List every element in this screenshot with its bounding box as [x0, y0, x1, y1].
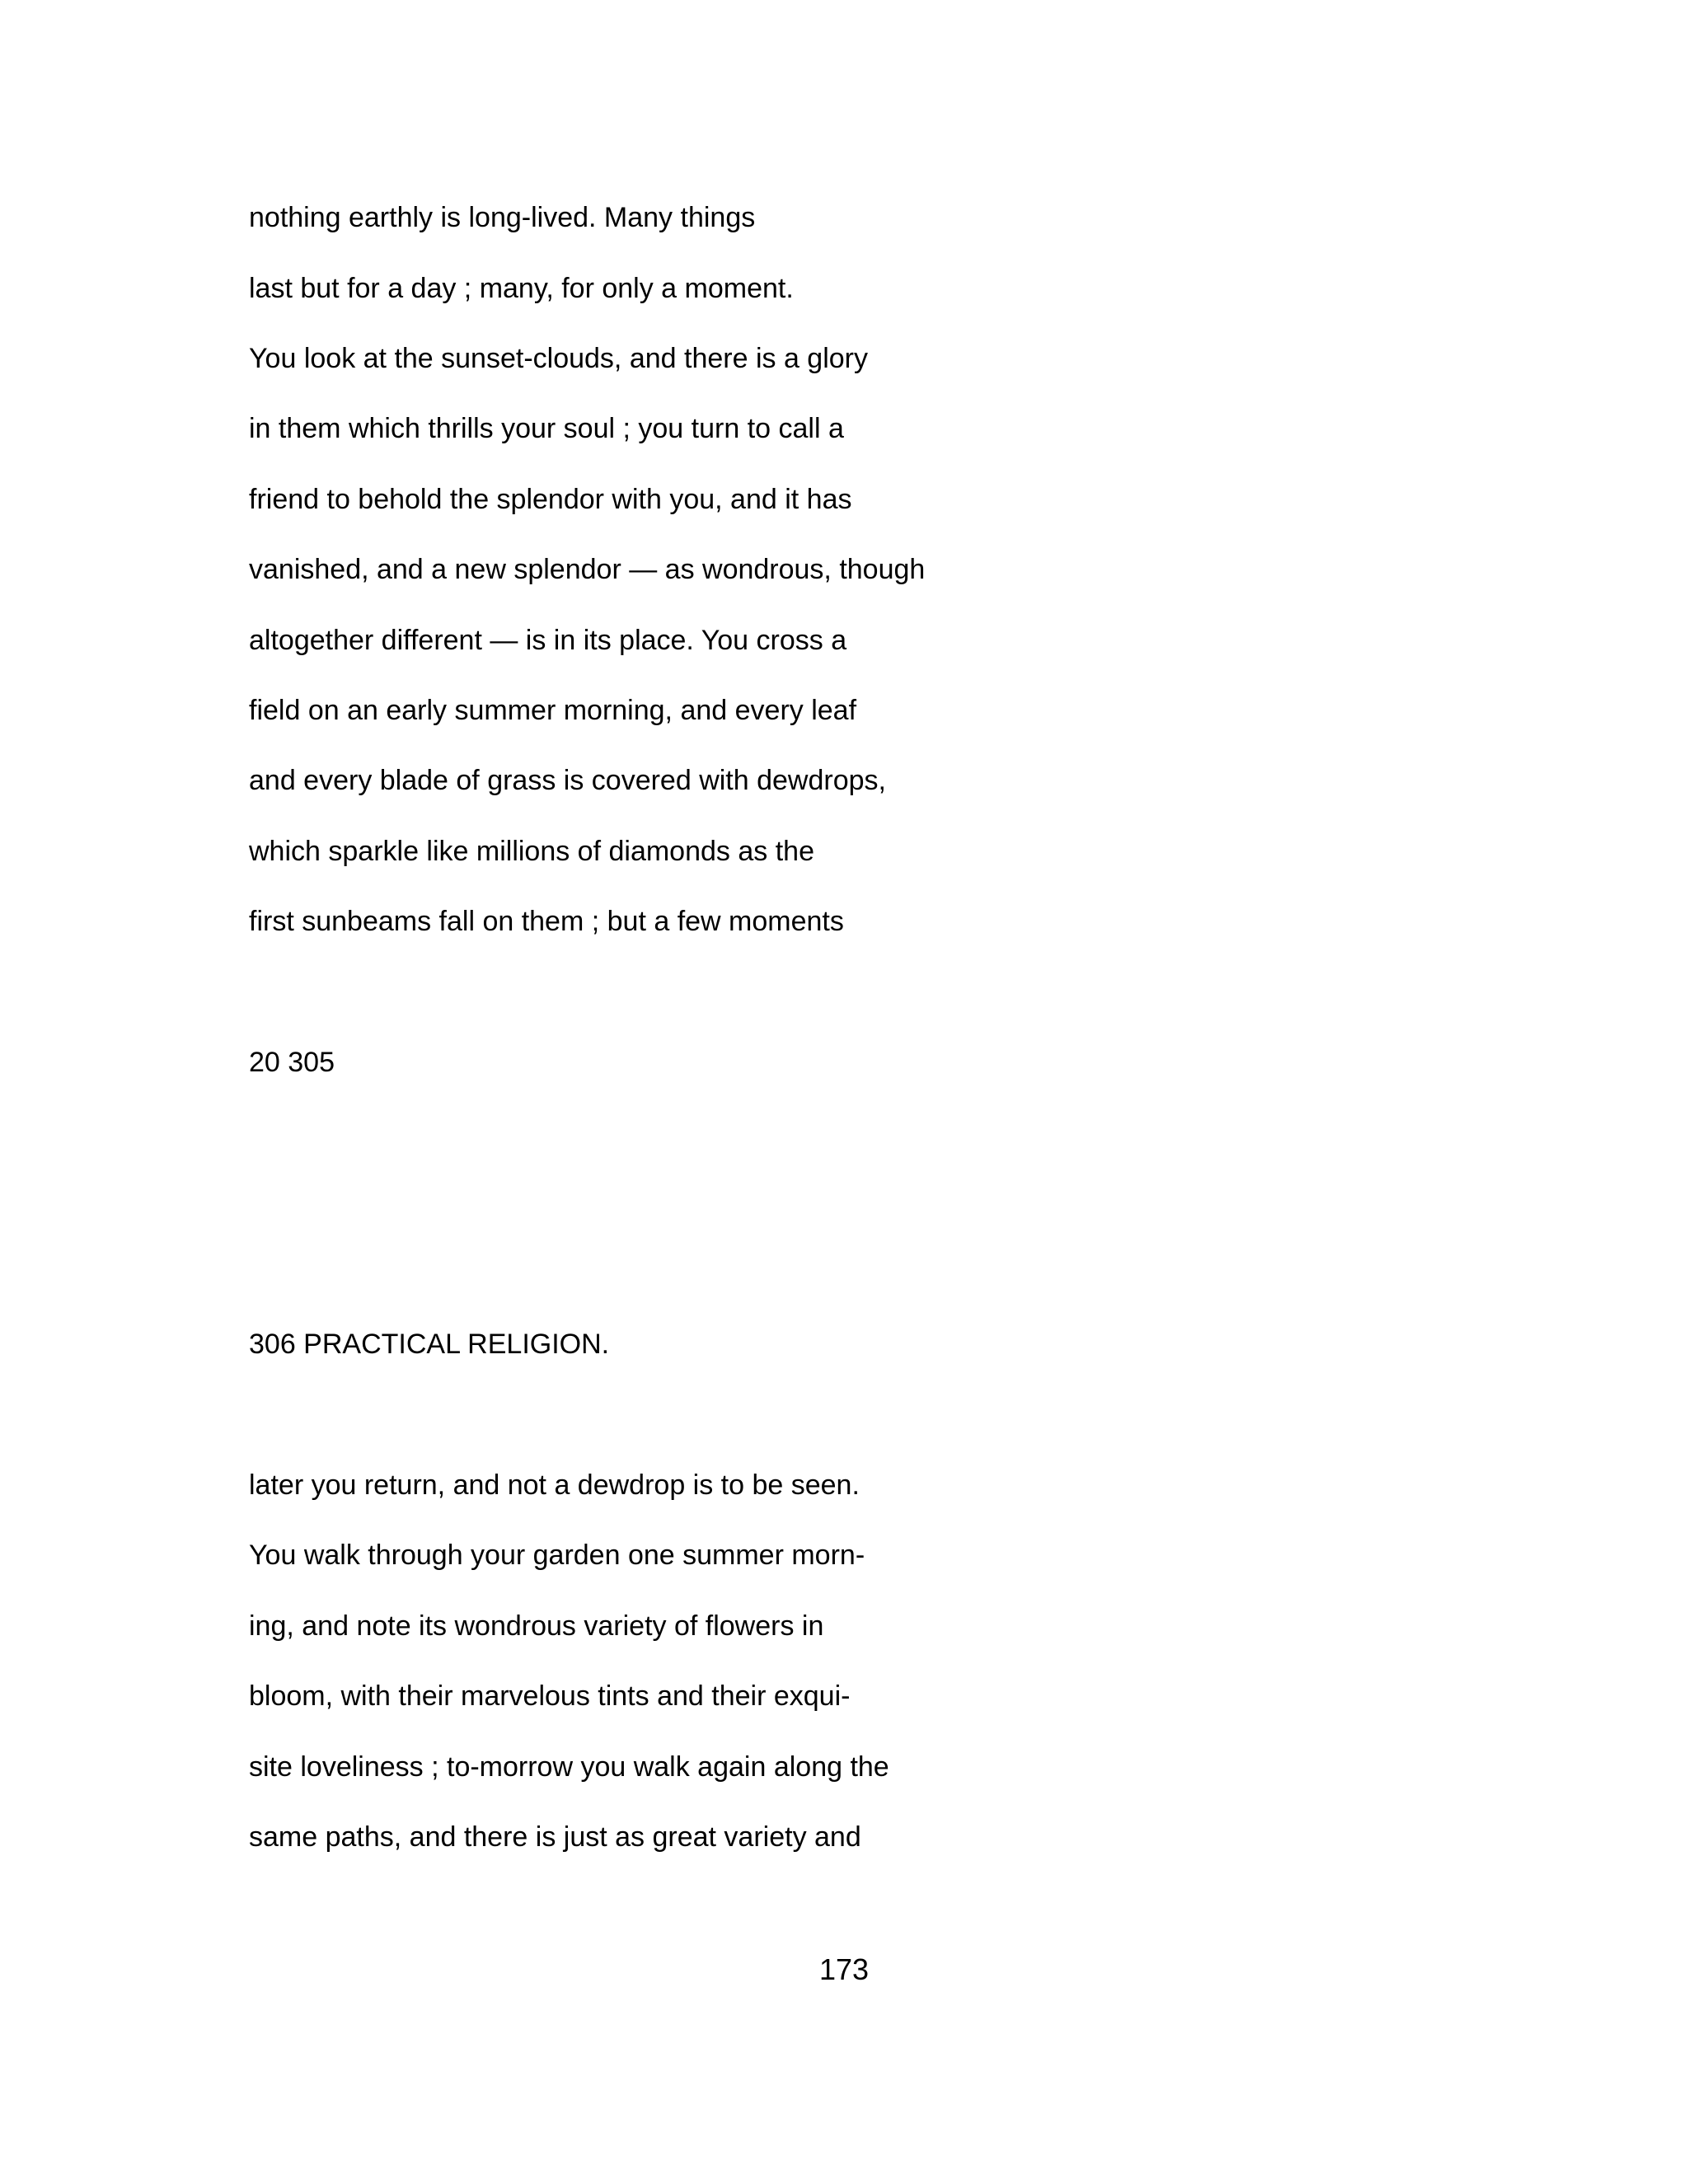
text-line: same paths, and there is just as great variety and	[249, 1821, 861, 1853]
text-line: You look at the sunset-clouds, and there is a glory	[249, 343, 868, 374]
text-line: later you return, and not a dewdrop is to be seen.	[249, 1469, 860, 1501]
text-line: nothing earthly is long-lived. Many things	[249, 202, 756, 233]
text-line: last but for a day ; many, for only a moment.	[249, 273, 794, 304]
running-header: 306 PRACTICAL RELIGION.	[249, 1329, 610, 1360]
text-line: site loveliness ; to-morrow you walk again along the	[249, 1751, 889, 1783]
text-line: vanished, and a new splendor — as wondrous, though	[249, 554, 926, 585]
text-line: friend to behold the splendor with you, and it has	[249, 484, 852, 515]
text-line: in them which thrills your soul ; you turn to call a	[249, 413, 844, 444]
text-line: which sparkle like millions of diamonds as the	[249, 836, 814, 867]
text-line: You walk through your garden one summer morn-	[249, 1540, 865, 1571]
text-line: and every blade of grass is covered with dewdrops,	[249, 765, 886, 796]
text-line: bloom, with their marvelous tints and their exqui-	[249, 1680, 851, 1712]
text-line: ing, and note its wondrous variety of flowers in	[249, 1610, 824, 1642]
text-line: first sunbeams fall on them ; but a few moments	[249, 906, 844, 937]
text-line: altogether different — is in its place. You cross a	[249, 625, 847, 656]
page-footer-numbers: 20 305	[249, 1047, 335, 1078]
page-number: 173	[818, 1952, 870, 1986]
text-line: field on an early summer morning, and every leaf	[249, 695, 857, 726]
